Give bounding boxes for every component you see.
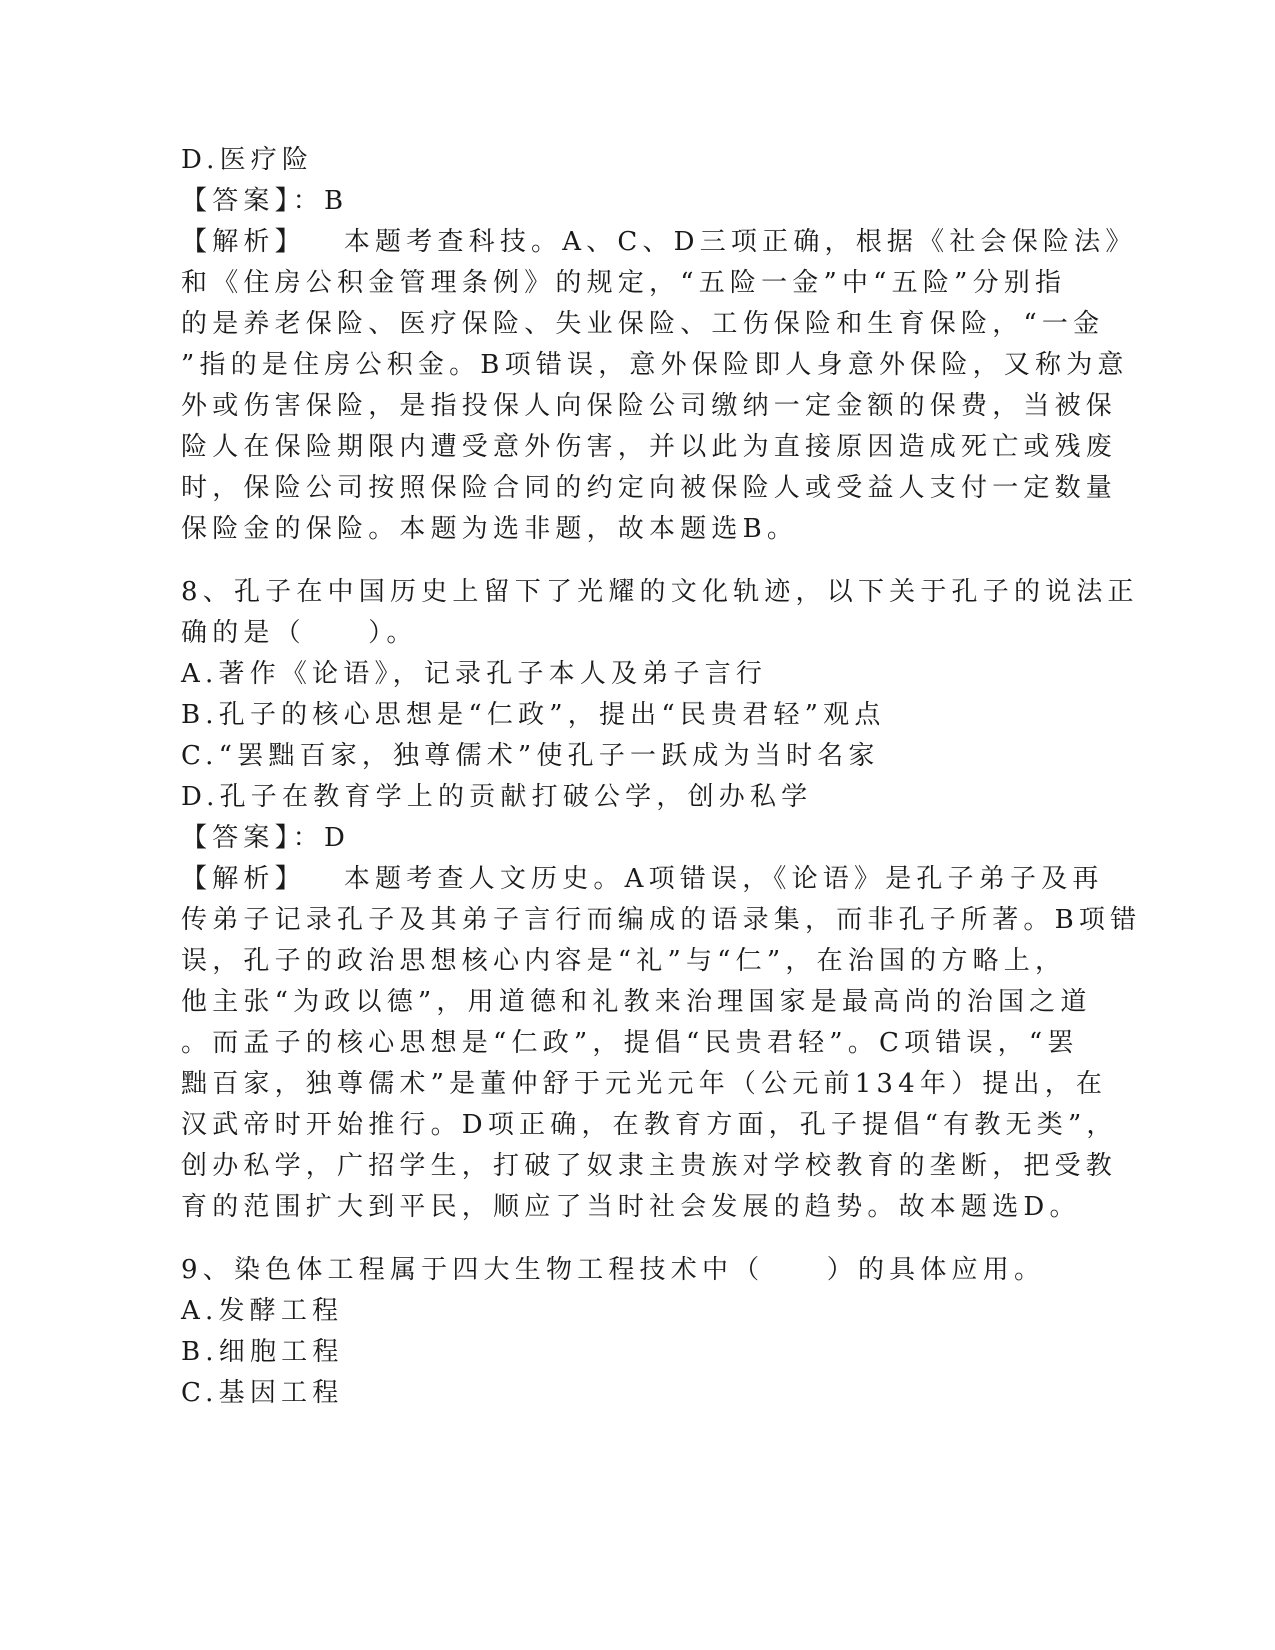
q8-answer: 【答案】：D bbox=[181, 823, 351, 853]
q8-analysis-line-1: 传弟子记录孔子及其弟子言行而编成的语录集，而非孔子所著。B项错 bbox=[181, 905, 1142, 935]
q8-analysis-line-8: 育的范围扩大到平民，顺应了当时社会发展的趋势。故本题选D。 bbox=[181, 1192, 1081, 1222]
q7-analysis-text-0: 本题考查科技。A、C、D三项正确，根据《社会保险法》 bbox=[343, 227, 1137, 257]
q8-option-a: A.著作《论语》，记录孔子本人及弟子言行 bbox=[181, 659, 768, 689]
q7-answer: 【答案】：B bbox=[181, 186, 349, 216]
q7-analysis-line-4: 外或伤害保险，是指投保人向保险公司缴纳一定金额的保费，当被保 bbox=[181, 391, 1118, 421]
q8-analysis-line-3: 他主张“为政以德”，用道德和礼教来治理国家是最高尚的治国之道 bbox=[181, 987, 1092, 1017]
q7-analysis-line-0 bbox=[181, 222, 1137, 263]
q7-analysis-label: 【解析】 bbox=[181, 227, 306, 257]
q9-stem-line-0: 9、染色体工程属于四大生物工程技术中（ ）的具体应用。 bbox=[181, 1255, 1046, 1285]
q7-option-d: D.医疗险 bbox=[181, 145, 314, 175]
question-spacer bbox=[181, 550, 1081, 572]
q9-option-b: B.细胞工程 bbox=[181, 1337, 344, 1367]
q8-analysis-line-2: 误，孔子的政治思想核心内容是“礼”与“仁”，在治国的方略上， bbox=[181, 946, 1067, 976]
q7-analysis-line-5: 险人在保险期限内遭受意外伤害，并以此为直接原因造成死亡或残废 bbox=[181, 432, 1118, 462]
q9-option-c: C.基因工程 bbox=[181, 1378, 344, 1408]
q8-analysis-line-5: 黜百家，独尊儒术”是董仲舒于元光元年（公元前134年）提出，在 bbox=[181, 1069, 1108, 1099]
q8-option-b: B.孔子的核心思想是“仁政”，提出“民贵君轻”观点 bbox=[181, 700, 886, 730]
q7-analysis-line-2: 的是养老保险、医疗保险、失业保险、工伤保险和生育保险，“一金 bbox=[181, 309, 1105, 339]
q7-analysis-line-6: 时，保险公司按照保险合同的约定向被保险人或受益人支付一定数量 bbox=[181, 473, 1118, 503]
document-page bbox=[181, 140, 1142, 1414]
q8-analysis-line-7: 创办私学，广招学生，打破了奴隶主贵族对学校教育的垄断，把受教 bbox=[181, 1151, 1118, 1181]
q8-analysis-line-0 bbox=[181, 859, 1104, 900]
q7-analysis-line-1: 和《住房公积金管理条例》的规定，“五险一金”中“五险”分别指 bbox=[181, 268, 1067, 298]
question-spacer bbox=[181, 1228, 1081, 1250]
q8-analysis-line-6: 汉武帝时开始推行。D项正确，在教育方面，孔子提倡“有教无类”， bbox=[181, 1110, 1118, 1140]
q8-analysis-text-0: 本题考查人文历史。A项错误，《论语》是孔子弟子及再 bbox=[343, 864, 1104, 894]
q8-option-d: D.孔子在教育学上的贡献打破公学，创办私学 bbox=[181, 782, 813, 812]
q8-stem-line-1: 确的是（ ）。 bbox=[181, 618, 418, 648]
q7-analysis-line-7: 保险金的保险。本题为选非题，故本题选B。 bbox=[181, 514, 799, 544]
q9-option-a: A.发酵工程 bbox=[181, 1296, 344, 1326]
q8-analysis-label: 【解析】 bbox=[181, 864, 306, 894]
q8-stem-line-0: 8、孔子在中国历史上留下了光耀的文化轨迹，以下关于孔子的说法正 bbox=[181, 577, 1139, 607]
q7-analysis-line-3: ”指的是住房公积金。B项错误，意外保险即人身意外保险，又称为意 bbox=[181, 350, 1129, 380]
q8-analysis-line-4: 。而孟子的核心思想是“仁政”，提倡“民贵君轻”。C项错误，“罢 bbox=[181, 1028, 1079, 1058]
q8-option-c: C.“罢黜百家，独尊儒术”使孔子一跃成为当时名家 bbox=[181, 741, 880, 771]
